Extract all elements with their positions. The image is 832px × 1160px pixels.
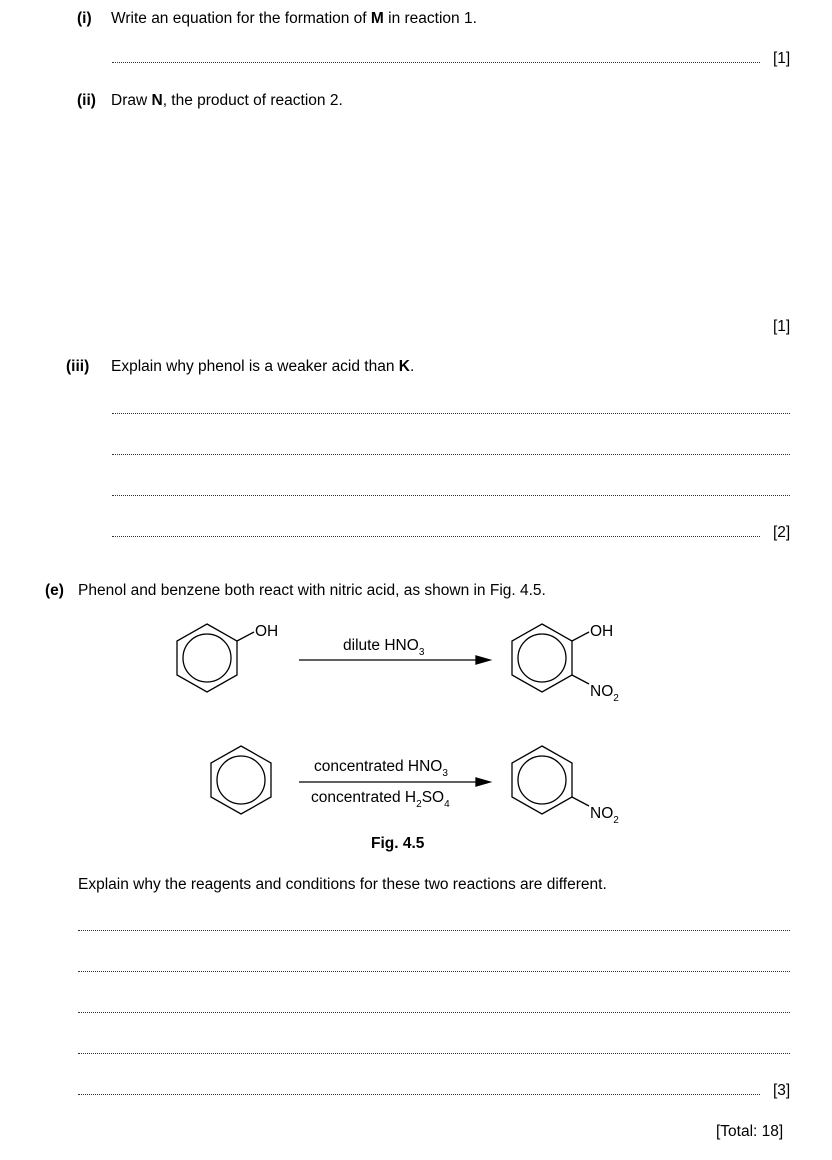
answer-line[interactable] (78, 1012, 790, 1013)
reagent-label: dilute HNO (343, 637, 419, 654)
question-text: Explain why phenol is a weaker acid than (111, 358, 399, 375)
svg-text:dilute HNO3 (343, 637, 425, 658)
reagent-label: concentrated HNO (314, 758, 443, 775)
question-label: (ii) (77, 92, 96, 109)
subscript: 3 (418, 647, 425, 658)
reagent-label: concentrated H (311, 789, 417, 806)
svg-text:concentrated HNO3 (314, 758, 448, 779)
benzene-structure (211, 746, 271, 814)
question-bold: M (370, 10, 384, 27)
question-text: Phenol and benzene both react with nitric acid, as shown in Fig. 4.5. (78, 582, 546, 599)
figure-caption: Fig. 4.5 (371, 835, 425, 852)
subscript: 2 (416, 799, 422, 810)
question-text: , the product of reaction 2. (162, 92, 343, 109)
no-label: NO (590, 805, 614, 822)
question-bold: N (151, 92, 163, 109)
svg-text:concentrated H2SO4 (311, 789, 450, 810)
arrow-1 (299, 637, 490, 664)
oh-label: OH (255, 623, 279, 640)
answer-line[interactable] (78, 1053, 790, 1054)
mark: [1] (773, 318, 791, 335)
question-text: Explain why the reagents and conditions for these two reactions are different. (78, 876, 607, 893)
question-text: Write an equation for the formation of (111, 10, 371, 27)
question-bold: K (398, 358, 410, 375)
answer-line[interactable] (78, 930, 790, 931)
subscript: 3 (442, 768, 448, 779)
phenol-structure (177, 623, 278, 692)
mark: [2] (773, 524, 791, 541)
2-nitrophenol-structure (512, 623, 619, 704)
total-marks: [Total: 18] (716, 1123, 784, 1140)
no-label: NO (590, 683, 614, 700)
question-text: Draw (111, 92, 152, 109)
nitrobenzene-structure (512, 746, 619, 826)
question-text: . (409, 358, 415, 375)
question-label: (i) (77, 10, 92, 27)
mark: [1] (773, 50, 791, 67)
oh-label: OH (590, 623, 614, 640)
question-text: in reaction 1. (383, 10, 477, 27)
subscript: 2 (613, 815, 619, 826)
subscript: 4 (444, 799, 450, 810)
question-label: (e) (45, 582, 64, 599)
svg-text:NO2 (590, 805, 619, 826)
question-label: (iii) (66, 358, 90, 375)
arrow-2 (299, 758, 490, 810)
answer-line[interactable] (78, 971, 790, 972)
mark: [3] (773, 1082, 791, 1099)
answer-line[interactable] (78, 1094, 760, 1095)
reagent-label: SO (421, 789, 445, 806)
svg-text:NO2 (590, 683, 619, 704)
subscript: 2 (613, 693, 619, 704)
